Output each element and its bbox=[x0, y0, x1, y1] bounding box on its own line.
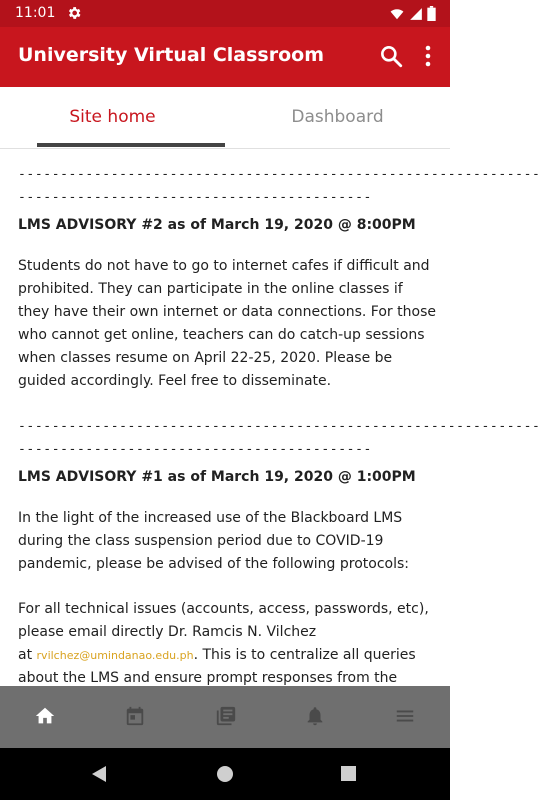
signal-icon bbox=[409, 7, 423, 21]
bell-icon bbox=[304, 705, 326, 727]
status-bar bbox=[0, 0, 450, 27]
advisory-2-body: Students do not have to go to internet cafes if difficult and prohibited. They can participate in the online classes if they have their own internet or data connections. For those who cannot get online, teachers can do catch-up sessions when classes resume on April 22-25, 2020. Please be guided accordingly. Feel free to disseminate. bbox=[18, 258, 436, 389]
more-options-icon[interactable] bbox=[416, 43, 440, 69]
nav-notifications[interactable] bbox=[270, 686, 360, 748]
home-icon bbox=[34, 705, 56, 727]
advisory-1-title: LMS ADVISORY #1 as of March 19, 2020 @ 1:00PM bbox=[18, 469, 416, 485]
back-icon[interactable] bbox=[90, 765, 108, 783]
home-circle-icon[interactable] bbox=[216, 765, 234, 783]
separator-line: ------------------------------------------ bbox=[18, 442, 372, 457]
battery-icon bbox=[427, 6, 436, 21]
bottom-navigation bbox=[0, 686, 450, 748]
advisory-1-intro: In the light of the increased use of the Blackboard LMS during the class suspension period due to COVID-19 pandemic, please be advised of the following protocols: bbox=[18, 510, 410, 572]
nav-menu[interactable] bbox=[360, 686, 450, 748]
search-icon[interactable] bbox=[378, 43, 404, 69]
wifi-icon bbox=[390, 7, 404, 21]
nav-calendar[interactable] bbox=[90, 686, 180, 748]
advisory-2-title: LMS ADVISORY #2 as of March 19, 2020 @ 8:00PM bbox=[18, 217, 416, 233]
separator-line: ------------------------------------------ bbox=[18, 190, 372, 205]
separator-line: -------------------------------------------------------------- bbox=[18, 167, 540, 182]
app-title: University Virtual Classroom bbox=[18, 44, 324, 66]
active-tab-indicator bbox=[37, 143, 225, 147]
tab-dashboard-label: Dashboard bbox=[291, 107, 384, 127]
tech-support-text: For all technical issues (accounts, access, passwords, etc), please email directly Dr. Ramcis N. Vilchez bbox=[18, 601, 429, 640]
tab-dashboard[interactable] bbox=[225, 87, 450, 145]
site-home-content[interactable] bbox=[0, 149, 540, 686]
hamburger-menu-icon bbox=[394, 705, 416, 727]
tech-support-tail: . This is to centralize all queries about the LMS and ensure prompt responses from the bbox=[18, 647, 416, 686]
tab-site-home-label: Site home bbox=[69, 107, 156, 127]
messages-icon bbox=[214, 705, 238, 727]
separator-line: -------------------------------------------------------------- bbox=[18, 419, 540, 434]
support-email-link[interactable]: rvilchez@umindanao.edu.ph bbox=[36, 649, 194, 662]
at-label: at bbox=[18, 647, 37, 663]
system-navigation-bar bbox=[0, 748, 450, 800]
status-time: 11:01 bbox=[15, 5, 56, 21]
tab-site-home[interactable] bbox=[0, 87, 225, 145]
nav-messages[interactable] bbox=[180, 686, 270, 748]
settings-gear-icon bbox=[66, 5, 82, 25]
calendar-icon bbox=[124, 705, 146, 727]
nav-home[interactable] bbox=[0, 686, 90, 748]
tab-bar bbox=[0, 87, 450, 149]
advisory-1-tech-support bbox=[18, 598, 438, 690]
app-bar bbox=[0, 27, 450, 87]
recents-icon[interactable] bbox=[340, 765, 357, 782]
status-icons bbox=[390, 6, 436, 25]
